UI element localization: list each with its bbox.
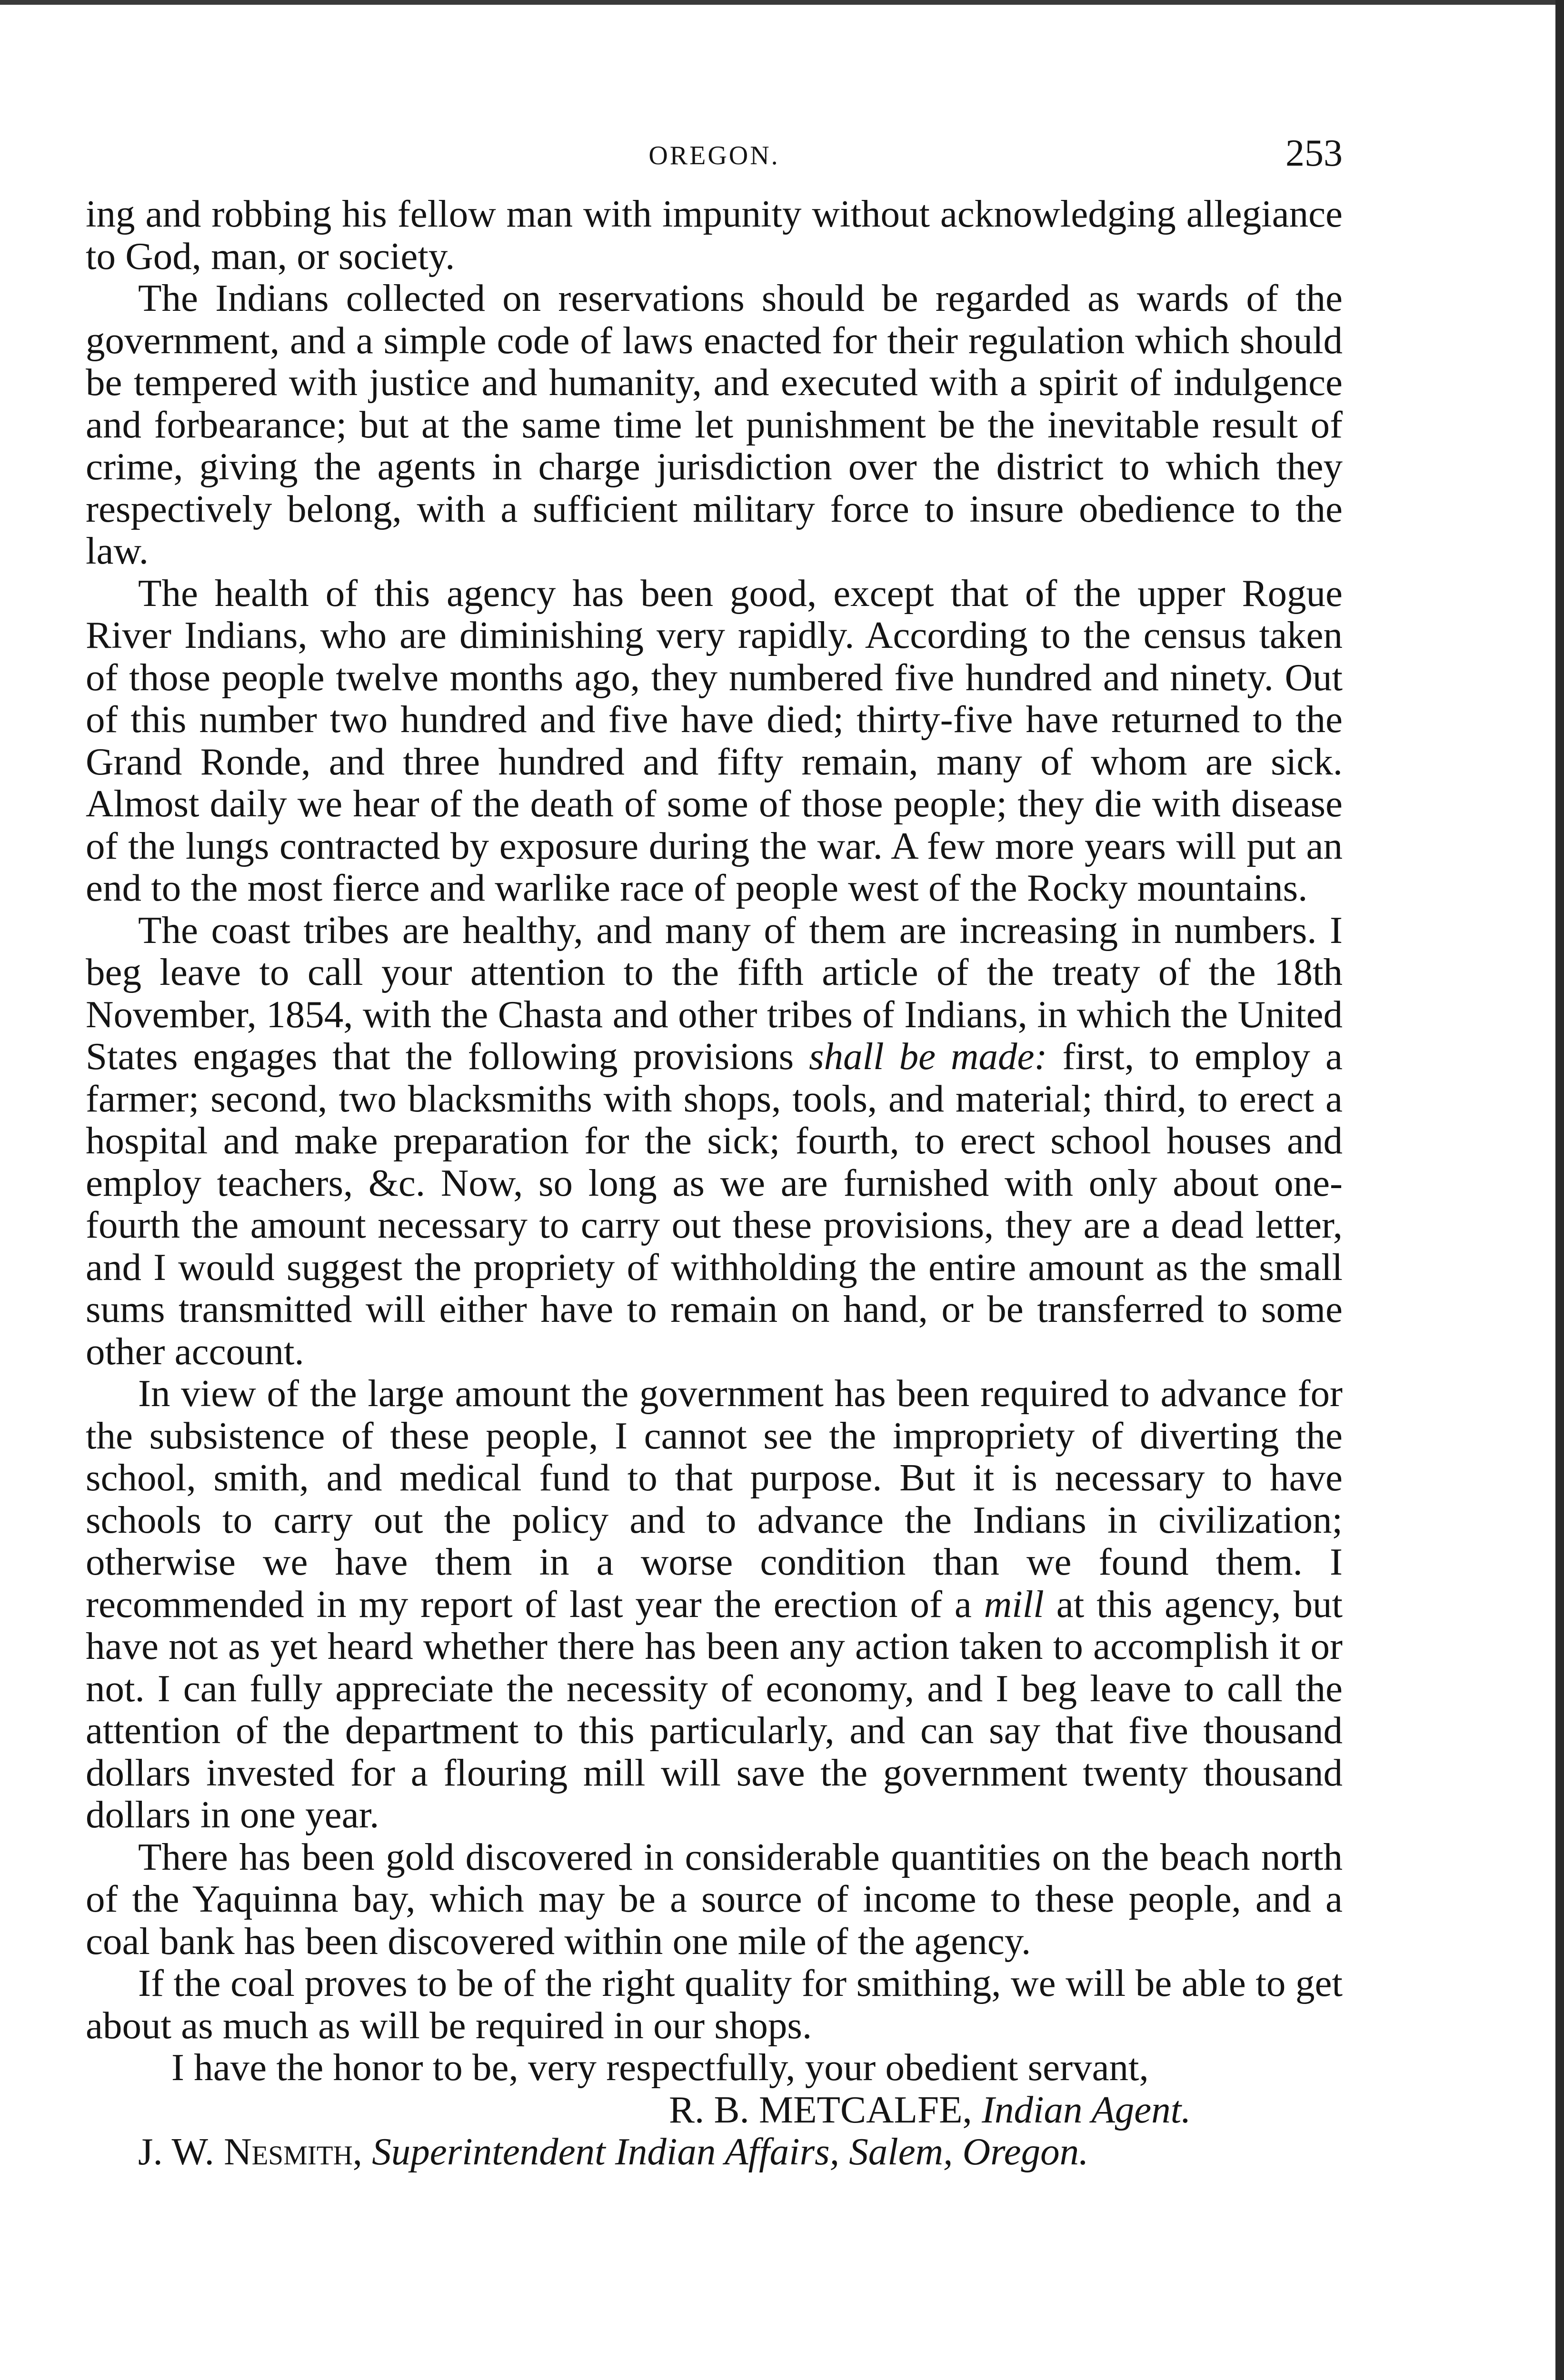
paragraph-wards: The Indians collected on reservations should be regarded as wards of the government, and a simple code of laws enacted for their regulation which should be tempered with justice and humanity, and executed with a spirit of indulgence and forbearance; but at the same time let punishment be the inevitable result of crime, giving the agents in charge jurisdiction over the district to which they respectively belong, with a sufficient military force to insure obedience to the law. [86,277,1343,572]
running-head: OREGON. [648,141,780,170]
paragraph-coast-tribes-text-a: The coast tribes are healthy, and many of them are increasing in numbers. I beg leave to call your attention to the fifth article of the treaty of the 18th November, 1854, with the Chasta and other tribes of Indians, in which the United States engages that the following provisions [86,908,1343,1078]
paragraph-coast-tribes-text-b: first, to employ a farmer; second, two blacksmiths with shops, tools, and material; third, to erect a hospital and make preparation for the sick; fourth, to erect school houses and employ teachers, &c. Now, so long as we are furnished with only about one-fourth the amount necessary to carry out these provisions, they are a dead letter, and I would suggest the propriety of withholding the entire amount as the small sums transmitted will either have to remain on hand, or be transferred to some other account. [86,1035,1343,1373]
closing-line: I have the honor to be, very respectfully, your obedient servant, [171,2046,1149,2089]
scan-border-right [1555,0,1564,2380]
scan-border-top [0,0,1564,5]
addressee-initials: J. W. [138,2130,214,2173]
signature-line [86,2089,1343,2131]
paragraph-health: The health of this agency has been good, except that of the upper Rogue River Indians, who are diminishing very rapidly. According to the census taken of those people twelve months ago, they numbered five hundred and ninety. Out of this number two hundred and five have died; thirty-five have returned to the Grand Ronde, and three hundred and fifty remain, many of whom are sick. Almost daily we hear of the death of some of those people; they die with disease of the lungs contracted by exposure during the war. A few more years will put an end to the most fierce and warlike race of people west of the Rocky mountains. [86,571,1343,909]
letter-body [86,193,1343,2089]
paragraph-continuation: ing and robbing his fellow man with impunity without acknowledging allegiance to God, man, or society. [86,192,1343,278]
paragraph-subsistence-text-a: In view of the large amount the government has been required to advance for the subsistence of these people, I cannot see the impropriety of diverting the school, smith, and medical fund to that purpose. But it is necessary to have schools to carry out the policy and to advance the Indians in civilization; otherwise we have them in a worse condition than we found them. I recommended in my report of last year the erection of a [86,1372,1343,1626]
addressee-title: Superintendent Indian Affairs, Salem, Oregon. [372,2130,1089,2173]
addressee-line [86,2131,1343,2173]
addressee-surname: Nesmith, [224,2130,362,2173]
italic-shall-be-made: shall be made: [809,1035,1047,1078]
paragraph-subsistence-text-b: at this agency, but have not as yet heard whether there has been any action taken to accomplish it or not. I can fully appreciate the necessity of economy, and I beg leave to call the attention of the department to this particularly, and can say that five thousand dollars invested for a flouring mill will save the government twenty thousand dollars in one year. [86,1582,1343,1836]
page-header [86,121,1343,193]
paragraph-subsistence [86,1372,1343,1836]
italic-mill: mill [984,1582,1044,1626]
paragraph-gold: There has been gold discovered in considerable quantities on the beach north of the Yaquinna bay, which may be a source of income to these people, and a coal bank has been discovered within one mile of the agency. [86,1835,1343,1963]
paragraph-coast-tribes [86,909,1343,1373]
signature-name: R. B. METCALFE, [669,2088,972,2131]
signature-title: Indian Agent. [982,2088,1191,2131]
page-number: 253 [1285,132,1343,174]
document-page [86,121,1343,2173]
paragraph-coal: If the coal proves to be of the right quality for smithing, we will be able to get about as much as will be required in our shops. [86,1962,1343,2047]
